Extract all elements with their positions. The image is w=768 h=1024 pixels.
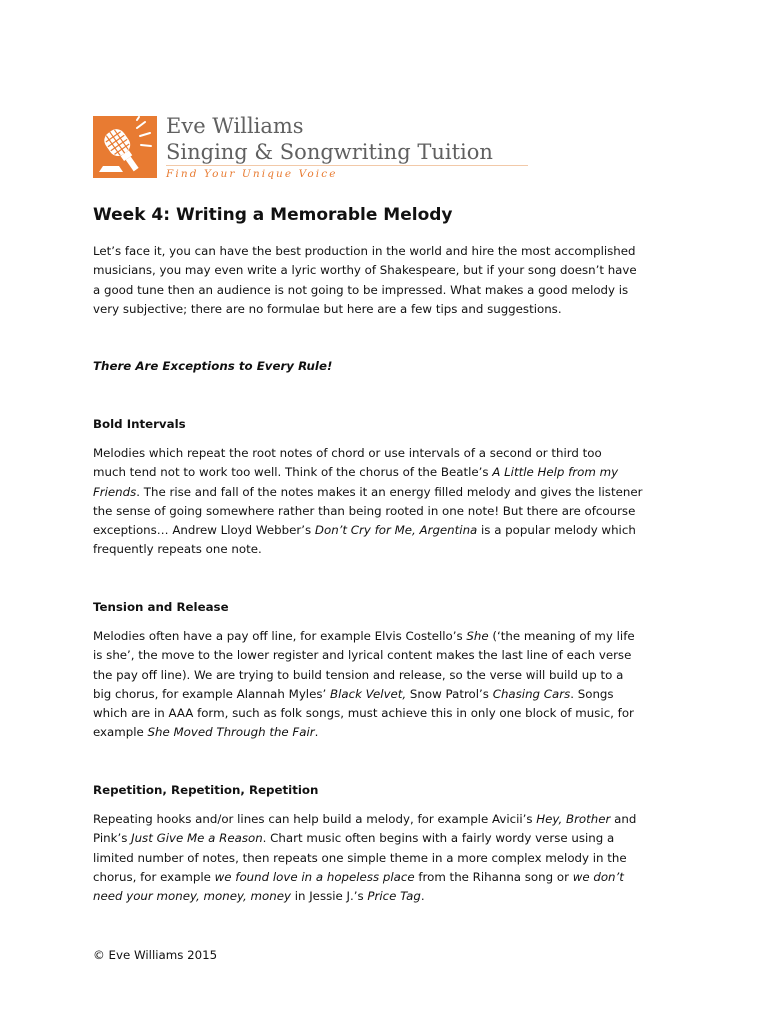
logo: [93, 116, 528, 190]
paragraph-line: frequently repeats one note.: [93, 542, 262, 557]
intro-line: Let’s face it, you can have the best production in the world and hire the most accomplished: [93, 244, 636, 258]
paragraph-line: [93, 810, 678, 829]
text-run: Pink’s: [93, 831, 132, 846]
paragraph-line: Melodies which repeat the root notes of chord or use intervals of a second or third too: [93, 446, 602, 460]
paragraph-line: which are in AAA form, such as folk songs, must achieve this in only one block of music, for: [93, 706, 634, 721]
intro-paragraph: [93, 242, 678, 319]
paragraph-line: is she’, the move to the lower register and lyrical content makes the last line of each verse: [93, 648, 632, 663]
tension-heading: Tension and Release: [93, 600, 229, 614]
page-title: Week 4: Writing a Memorable Melody: [93, 205, 453, 225]
text-run: Repeating hooks and/or lines can help build a melody, for example Avicii’s: [93, 812, 537, 826]
text-run: Melodies often have a pay off line, for example Elvis Costello’s: [93, 629, 467, 643]
text-run: .: [420, 889, 425, 904]
text-run: Snow Patrol’s: [406, 686, 493, 701]
paragraph-line: [93, 627, 678, 646]
text-run: .: [314, 725, 319, 740]
logo-tagline: Find Your Unique Voice: [166, 168, 338, 180]
paragraph-line: [93, 829, 678, 848]
song-title: Friends: [93, 484, 137, 499]
text-run: example: [93, 725, 148, 740]
text-run: . The rise and fall of the notes makes it an energy filled melody and gives the listener: [136, 484, 643, 499]
song-title: She Moved Through the Fair: [147, 725, 315, 740]
song-title: Don’t Cry for Me, Argentina: [314, 523, 478, 538]
paragraph-line: limited number of notes, then repeats one simple theme in a more complex melody in the: [93, 850, 627, 865]
logo-divider: [166, 165, 528, 166]
paragraph-line: [93, 723, 678, 742]
text-run: exceptions… Andrew Lloyd Webber’s: [93, 523, 315, 538]
paragraph-line: [93, 887, 678, 906]
paragraph-line: [93, 463, 678, 482]
text-run: chorus, for example: [93, 869, 215, 884]
song-title: Chasing Cars: [492, 686, 571, 701]
paragraph-line: [93, 483, 678, 502]
text-run: (‘the meaning of my life: [488, 629, 635, 643]
paragraph-line: the pay off line). We are trying to build tension and release, so the verse will build up to a: [93, 667, 624, 682]
song-title: She: [466, 629, 489, 643]
paragraph-line: the sense of going somewhere rather than being rooted in one note! But there are ofcourse: [93, 503, 636, 518]
paragraph-line: [93, 868, 678, 887]
text-run: in Jessie J.’s: [290, 889, 368, 904]
text-run: is a popular melody which: [477, 523, 636, 538]
tension-paragraph: [93, 627, 678, 743]
intro-line: a good tune then an audience is not going to be impressed. What makes a good melody is: [93, 282, 629, 297]
text-run: from the Rihanna song or: [414, 869, 573, 884]
microphone-icon: [93, 116, 157, 178]
text-run: much tend not to work too well. Think of the chorus of the Beatle’s: [93, 465, 493, 480]
song-title: Just Give Me a Reason: [131, 831, 263, 846]
lyric-quote: we don’t: [572, 869, 624, 884]
text-run: and: [610, 812, 637, 826]
song-title: Hey, Brother: [536, 812, 611, 826]
song-title: A Little Help from my: [492, 465, 619, 480]
repetition-paragraph: [93, 810, 678, 906]
text-run: . Songs: [570, 686, 614, 701]
copyright-footer: © Eve Williams 2015: [93, 948, 218, 962]
logo-subtitle: Singing & Songwriting Tuition: [166, 140, 493, 164]
text-run: big chorus, for example Alannah Myles’: [93, 686, 330, 701]
repetition-heading: Repetition, Repetition, Repetition: [93, 783, 319, 797]
intro-line: very subjective; there are no formulae but here are a few tips and suggestions.: [93, 301, 562, 316]
song-title: Black Velvet,: [329, 686, 407, 701]
bold-intervals-paragraph: [93, 444, 678, 560]
text-run: . Chart music often begins with a fairly wordy verse using a: [262, 831, 615, 846]
bold-intervals-heading: Bold Intervals: [93, 417, 186, 431]
exceptions-heading: There Are Exceptions to Every Rule!: [93, 359, 333, 373]
song-title: Price Tag: [367, 889, 421, 904]
intro-line: musicians, you may even write a lyric worthy of Shakespeare, but if your song doesn’t have: [93, 263, 637, 278]
paragraph-line: [93, 685, 678, 704]
lyric-quote: we found love in a hopeless place: [214, 869, 415, 884]
lyric-quote: need your money, money, money: [93, 889, 291, 904]
logo-name: Eve Williams: [166, 114, 304, 138]
paragraph-line: [93, 521, 678, 540]
